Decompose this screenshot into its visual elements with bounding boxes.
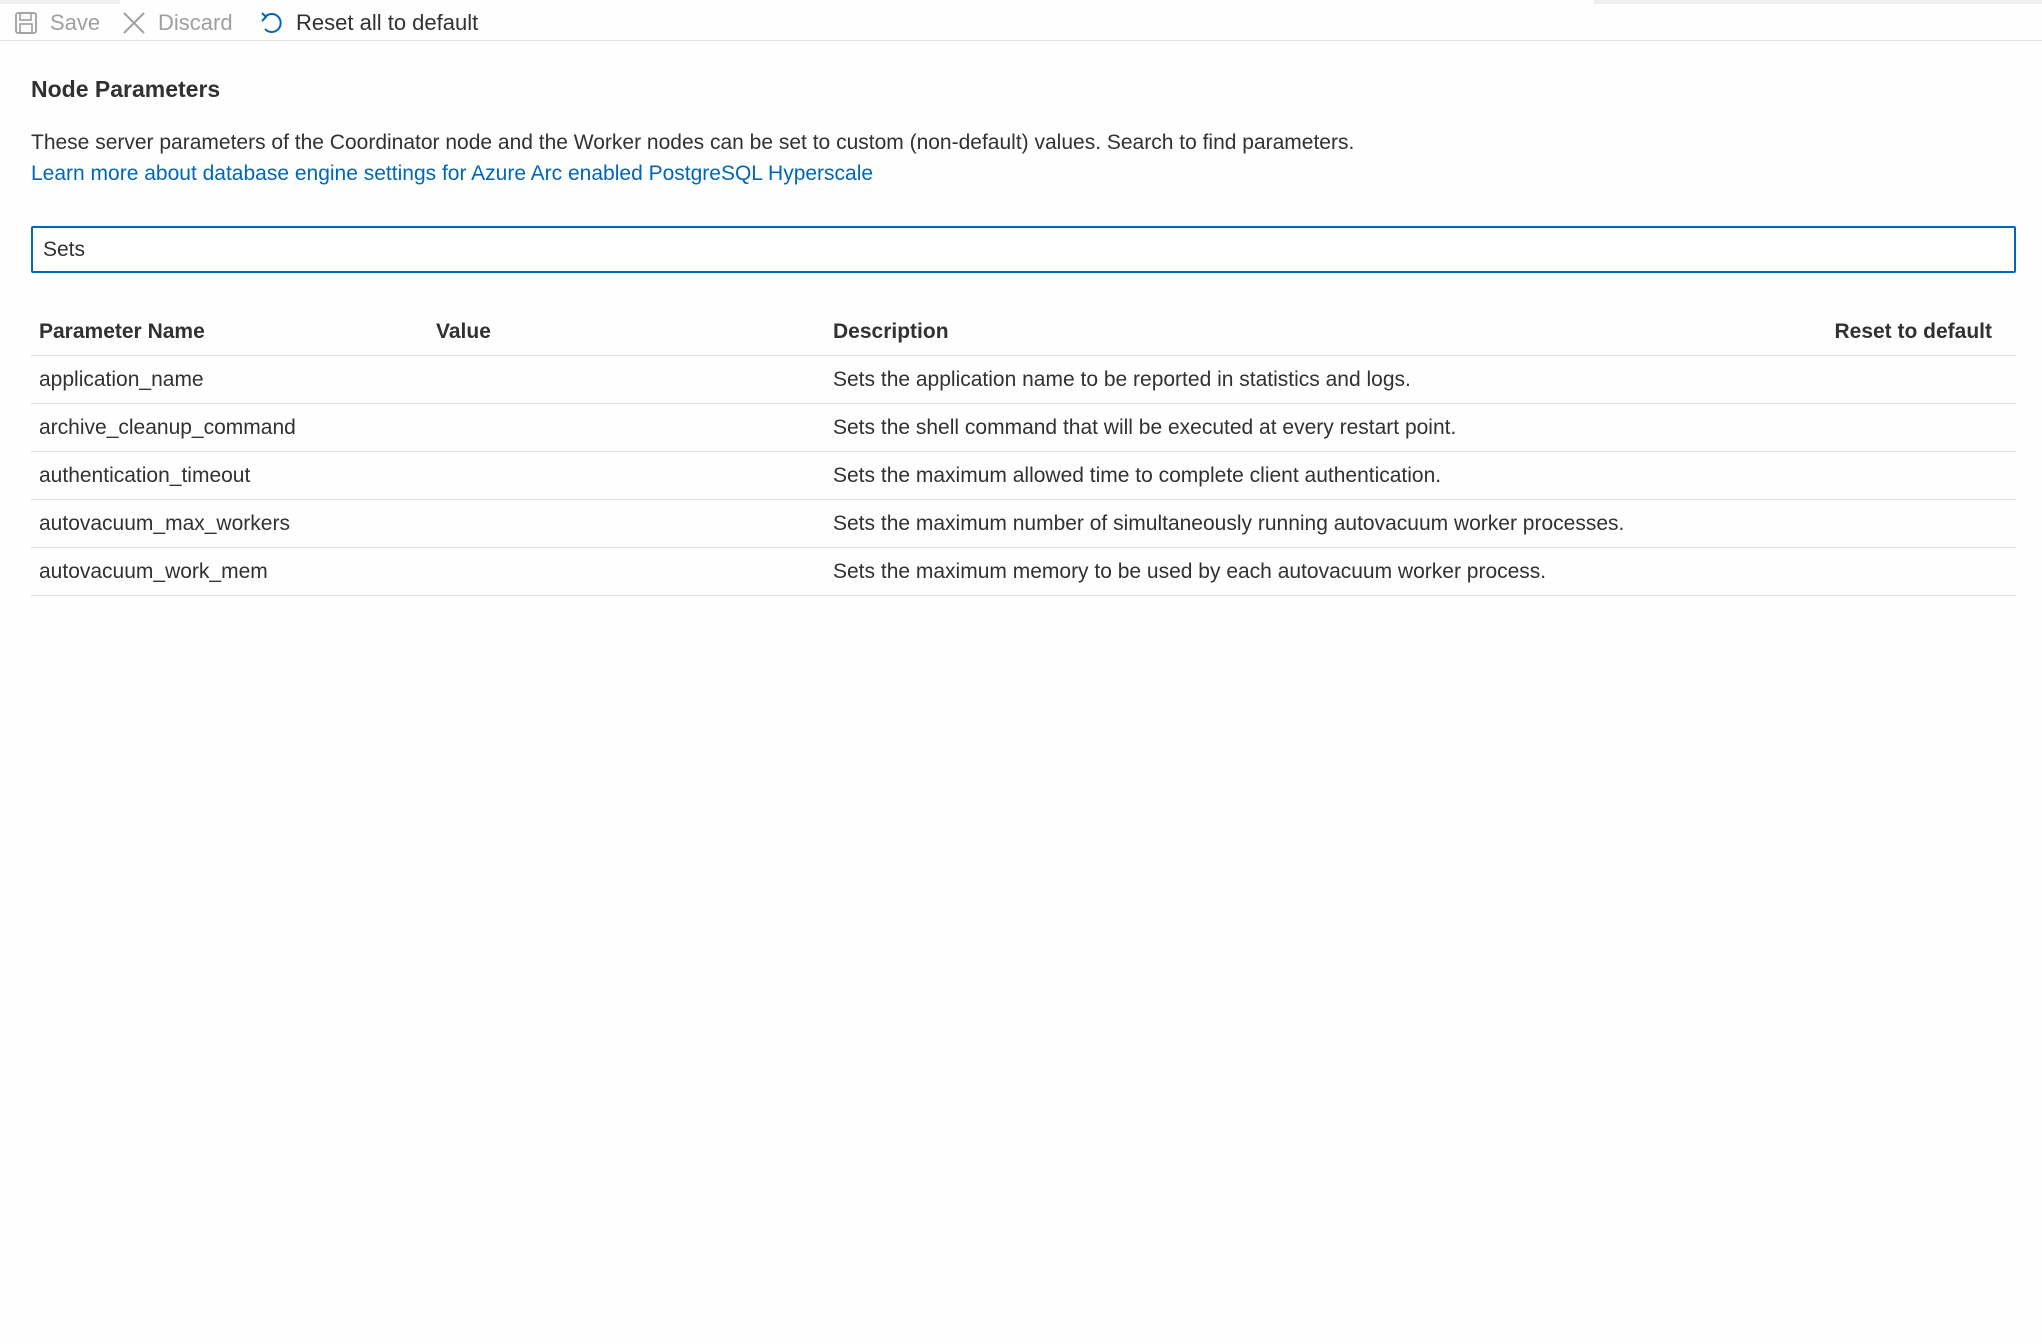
page-description: These server parameters of the Coordinator node and the Worker nodes can be set to custom (non-default) values. Search to find parameters.	[31, 131, 1355, 154]
column-header-value[interactable]: Value	[436, 320, 491, 343]
page-title: Node Parameters	[31, 76, 221, 102]
command-bar	[0, 0, 2042, 41]
parameter-description: Sets the maximum allowed time to complete client authentication.	[833, 464, 1442, 487]
parameter-name: archive_cleanup_command	[39, 416, 296, 439]
column-header-name[interactable]: Parameter Name	[39, 320, 205, 343]
discard-button[interactable]	[120, 6, 233, 40]
parameter-description: Sets the shell command that will be executed at every restart point.	[833, 416, 1457, 439]
parameters-table	[31, 308, 2016, 596]
parameter-value[interactable]	[436, 548, 826, 596]
tab-strip-segment	[1594, 0, 2042, 4]
reset-all-label: Reset all to default	[296, 10, 479, 35]
column-header-reset[interactable]: Reset to default	[1834, 320, 1992, 343]
column-header-description[interactable]: Description	[833, 320, 949, 343]
discard-label: Discard	[158, 10, 233, 35]
table-row[interactable]	[31, 500, 2016, 548]
save-icon	[12, 9, 40, 37]
save-label: Save	[50, 10, 101, 35]
parameter-value[interactable]	[436, 452, 826, 500]
parameter-value[interactable]	[436, 356, 826, 404]
parameter-name: authentication_timeout	[39, 464, 251, 487]
learn-more-link[interactable]: Learn more about database engine settings for Azure Arc enabled PostgreSQL Hyperscale	[31, 162, 874, 185]
parameter-name: autovacuum_max_workers	[39, 512, 290, 535]
parameter-name: autovacuum_work_mem	[39, 560, 268, 583]
table-row[interactable]	[31, 452, 2016, 500]
table-header	[31, 308, 2016, 356]
undo-icon	[258, 9, 286, 37]
reset-all-button[interactable]	[258, 6, 478, 40]
close-icon	[120, 9, 148, 37]
parameter-description: Sets the maximum number of simultaneously running autovacuum worker processes.	[833, 512, 1625, 535]
tab-strip-segment	[0, 0, 120, 4]
save-button[interactable]	[12, 6, 100, 40]
table-row[interactable]	[31, 404, 2016, 452]
table-row[interactable]	[31, 356, 2016, 404]
parameter-description: Sets the application name to be reported in statistics and logs.	[833, 368, 1411, 391]
parameter-value[interactable]	[436, 404, 826, 452]
search-input[interactable]	[31, 226, 2016, 273]
parameter-name: application_name	[39, 368, 204, 391]
parameter-value[interactable]	[436, 500, 826, 548]
parameter-description: Sets the maximum memory to be used by each autovacuum worker process.	[833, 560, 1547, 583]
table-row[interactable]	[31, 548, 2016, 596]
